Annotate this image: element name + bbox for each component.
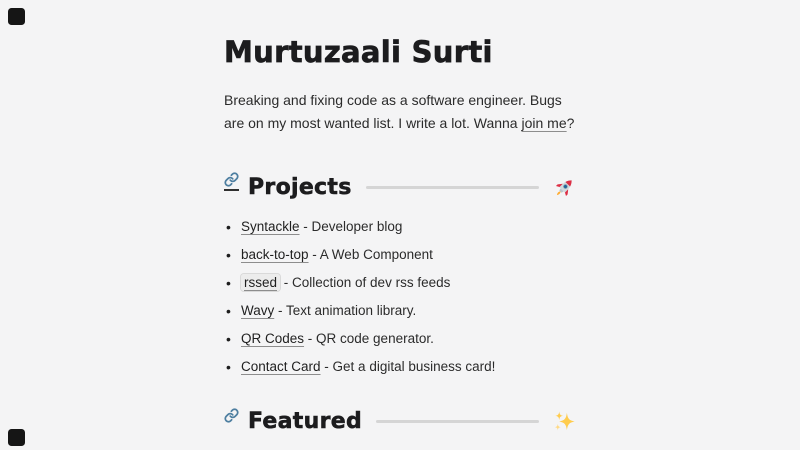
decor-square-top-left bbox=[8, 8, 25, 25]
decor-square-bottom-left bbox=[8, 429, 25, 446]
bio-text-suffix: ? bbox=[566, 115, 575, 132]
project-desc: - Developer blog bbox=[299, 218, 403, 234]
project-desc: - QR code generator. bbox=[304, 330, 434, 346]
list-item bbox=[224, 241, 576, 269]
projects-section bbox=[224, 173, 576, 381]
sparkles-icon bbox=[553, 410, 576, 433]
project-link-back-to-top[interactable]: back-to-top bbox=[241, 246, 309, 262]
featured-section bbox=[224, 407, 576, 437]
project-list bbox=[224, 213, 576, 381]
bio-text-main: Breaking and fixing code as a software engineer. Bugs are on my most wanted list. I write a lot. Wanna bbox=[224, 92, 562, 132]
project-link-rssed[interactable]: rssed bbox=[241, 274, 280, 291]
divider-line bbox=[366, 186, 539, 189]
featured-section-title: Featured bbox=[248, 409, 363, 435]
rocket-icon bbox=[553, 176, 576, 199]
list-item bbox=[224, 297, 576, 325]
project-link-qr-codes[interactable]: QR Codes bbox=[241, 330, 305, 346]
page-title: Murtuzaali Surti bbox=[224, 35, 493, 69]
list-item bbox=[224, 325, 576, 353]
project-desc: - A Web Component bbox=[308, 246, 433, 262]
list-item bbox=[224, 269, 576, 297]
list-item bbox=[224, 353, 576, 381]
join-me-link[interactable]: join me bbox=[521, 115, 567, 132]
project-desc: - Collection of dev rss feeds bbox=[280, 274, 451, 290]
link-icon bbox=[224, 408, 239, 423]
project-desc: - Text animation library. bbox=[274, 302, 417, 318]
project-link-contact-card[interactable]: Contact Card bbox=[241, 358, 321, 374]
main-content bbox=[224, 0, 576, 437]
project-link-syntackle[interactable]: Syntackle bbox=[241, 218, 300, 234]
featured-anchor-link[interactable] bbox=[224, 408, 239, 423]
bio-text bbox=[224, 89, 576, 134]
project-desc: - Get a digital business card! bbox=[320, 358, 496, 374]
link-icon bbox=[224, 172, 239, 187]
project-link-wavy[interactable]: Wavy bbox=[241, 302, 275, 318]
projects-section-title: Projects bbox=[248, 175, 352, 201]
divider-line bbox=[376, 420, 539, 423]
projects-heading-row bbox=[224, 173, 576, 203]
list-item bbox=[224, 213, 576, 241]
featured-heading-row bbox=[224, 407, 576, 437]
projects-anchor-link[interactable] bbox=[224, 172, 239, 191]
